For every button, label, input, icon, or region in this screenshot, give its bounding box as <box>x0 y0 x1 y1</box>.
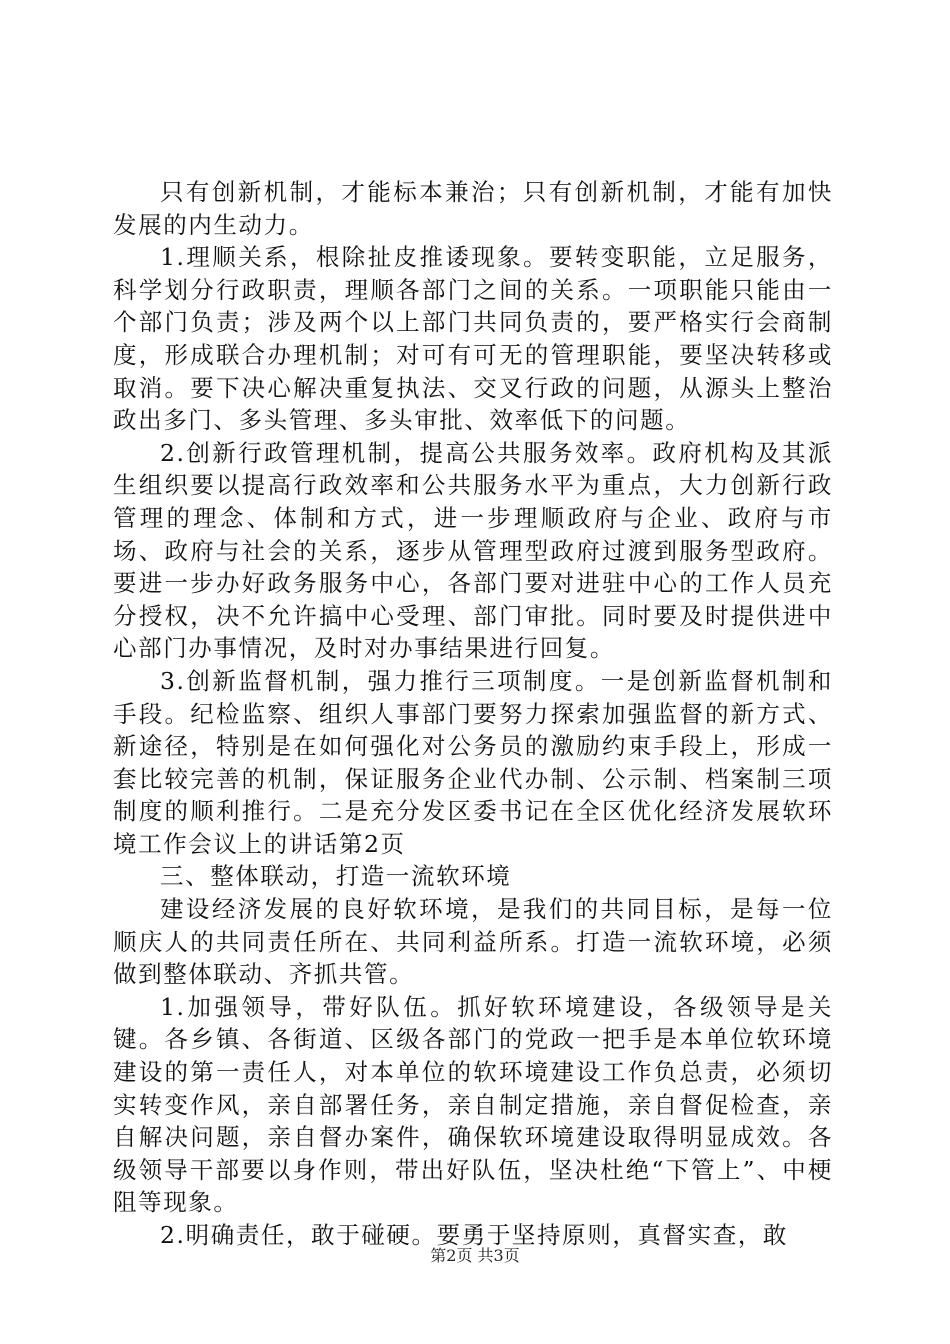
section-heading-3: 三、整体联动，打造一流软环境 <box>160 862 512 891</box>
paragraph-intro: 只有创新机制，才能标本兼治；只有创新机制，才能有加快发展的内生动力。 <box>113 178 833 239</box>
paragraph-item-1-leadership: 1.加强领导，带好队伍。抓好软环境建设，各级领导是关键。各乡镇、各街道、区级各部门的党政一把手是本单位软环境建设的第一责任人，对本单位的软环境建设工作负总责，必须切实转变作风，亲自部署任务，亲自制定措施，亲自督促检查，亲自解决问题，亲自督办案件，确保软环境建设取得明显成效。各级领导干部要以身作则，带出好队伍，坚决杜绝“下管上”、中梗阻等现象。 <box>113 992 833 1217</box>
document-body <box>113 176 833 1252</box>
page-footer: 第2页 共3页 <box>430 1246 520 1265</box>
paragraph-section-3-intro: 建设经济发展的良好软环境，是我们的共同目标，是每一位顺庆人的共同责任所在、共同利益所系。打造一流软环境，必须做到整体联动、齐抓共管。 <box>113 895 833 989</box>
paragraph-item-1-straighten-relations: 1.理顺关系，根除扯皮推诿现象。要转变职能，立足服务，科学划分行政职责，理顺各部门之间的关系。一项职能只能由一个部门负责；涉及两个以上部门共同负责的，要严格实行会商制度，形成联合办理机制；对可有可无的管理职能，要坚决转移或取消。要下决心解决重复执法、交叉行政的问题，从源头上整治政出多门、多头管理、多头审批、效率低下的问题。 <box>113 243 833 435</box>
paragraph-item-2-responsibility: 2.明确责任，敢于碰硬。要勇于坚持原则，真督实查，敢 <box>160 1221 789 1249</box>
paragraph-item-2-admin-mechanism: 2.创新行政管理机制，提高公共服务效率。政府机构及其派生组织要以提高行政效率和公共服务水平为重点，大力创新行政管理的理念、体制和方式，进一步理顺政府与企业、政府与市场、政府与社会的关系，逐步从管理型政府过渡到服务型政府。要进一步办好政务服务中心，各部门要对进驻中心的工作人员充分授权，决不允许搞中心受理、部门审批。同时要及时提供进中心部门办事情况，及时对办事结果进行回复。 <box>113 438 833 663</box>
paragraph-item-3-supervision: 3.创新监督机制，强力推行三项制度。一是创新监督机制和手段。纪检监察、组织人事部门要努力探索加强监督的新方式、新途径，特别是在如何强化对公务员的激励约束手段上，形成一套比较完善的机制，保证服务企业代办制、公示制、档案制三项制度的顺利推行。二是充分发区委书记在全区优化经济发展软环境工作会议上的讲话第2页 <box>113 666 833 858</box>
